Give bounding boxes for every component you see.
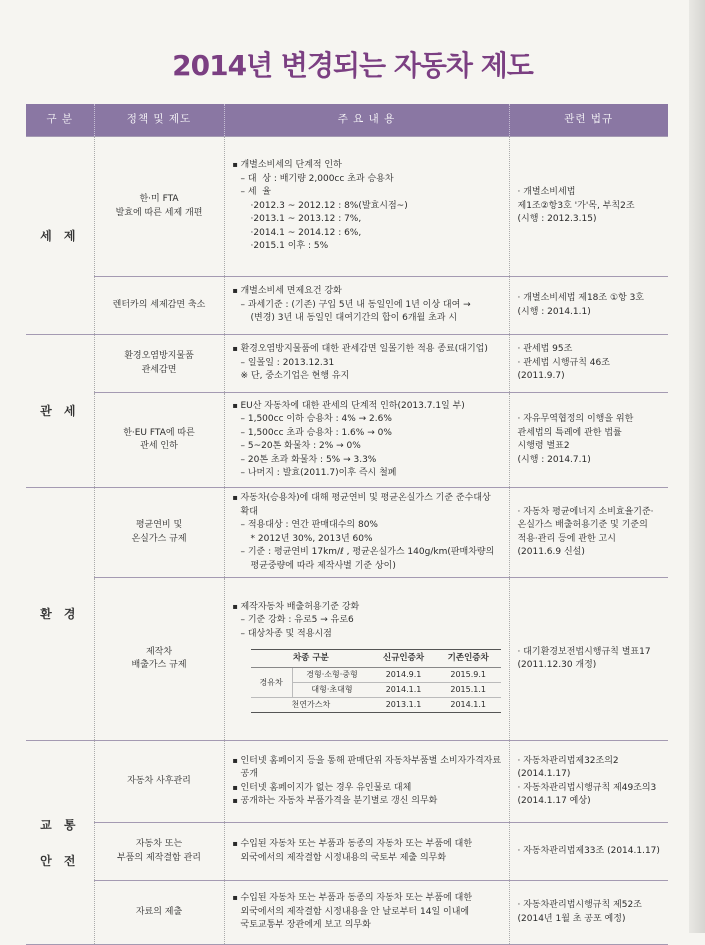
- law-line: 온실가스 배출허용기준 및 기준의: [517, 520, 648, 530]
- policy-line: 온실가스 규제: [131, 533, 187, 544]
- policy-cell: [94, 488, 224, 578]
- law-line: · 대기환경보전법시행규칙 별표17: [517, 646, 651, 657]
- policy-line: 부품의 제작결함 관리: [117, 852, 201, 863]
- content-line: ▪ 자동차(승용차)에 대해 평균연비 및 평균온실가스 기준 준수대상: [233, 492, 503, 506]
- category-label: 세 제: [40, 228, 80, 243]
- policy-line: 환경오염방지물품: [124, 351, 194, 361]
- content-line: ▪ 수입된 자동차 또는 부품과 동종의 자동차 또는 부품에 대한: [233, 838, 503, 852]
- content-line: ·2014.1 ~ 2014.12 : 6%,: [250, 227, 362, 238]
- header-category: 구 분: [26, 104, 94, 137]
- law-line: 제1조②항3호 '가'목, 부칙2조: [517, 200, 635, 211]
- content-line: ▪ 인터넷 홈페이지 등을 통해 판매단위 자동차부품별 소비자가격자료: [233, 755, 503, 769]
- law-line: · 자동차 평균에너지 소비효율기준·: [517, 506, 654, 517]
- header-law: 관련 법규: [509, 104, 668, 137]
- content-line: ▪ 제작자동차 배출허용기준 강화: [233, 601, 503, 615]
- content-line: ▪ 인터넷 홈페이지가 없는 경우 유인물로 대체: [233, 782, 503, 796]
- content-cell: [224, 578, 509, 741]
- table-row: [26, 578, 668, 741]
- table-row: [26, 335, 668, 393]
- content-line: ※ 단, 중소기업은 현행 유지: [240, 371, 350, 382]
- header-row: [26, 104, 668, 137]
- law-cell: [509, 277, 668, 335]
- category-cell: [26, 137, 94, 335]
- content-cell: [224, 741, 509, 823]
- law-cell: [509, 881, 668, 945]
- content-line: (변경) 3년 내 동일인 대여기간의 합이 6개월 초과 시: [250, 313, 458, 324]
- law-line: (시행 : 2012.3.15): [517, 214, 597, 225]
- law-line: (시행 : 2014.1.1): [517, 306, 591, 317]
- header-content: 주 요 내 용: [224, 104, 509, 137]
- content-line: – 5~20톤 화물차 : 2% → 0%: [240, 441, 361, 451]
- policy-line: 관세 인하: [140, 441, 178, 451]
- inner-cell: 2014.1.1: [436, 698, 501, 713]
- content-line: – 대상차종 및 적용시점: [240, 628, 332, 639]
- content-line: 확대: [240, 506, 258, 517]
- law-line: (2014.1.17 예상): [517, 796, 591, 806]
- content-line: 평균중량에 따라 제작사별 기준 상이): [250, 560, 396, 571]
- law-cell: [509, 578, 668, 741]
- law-cell: [509, 335, 668, 393]
- table-row: [26, 741, 668, 823]
- page-title: 2014년 변경되는 자동차 제도: [172, 49, 533, 82]
- category-label: 환 경: [40, 607, 80, 621]
- law-line: (2011.12.30 개정): [517, 660, 597, 670]
- law-line: 관세법의 특례에 관한 법률: [517, 427, 622, 438]
- law-line: 적용·관리 등에 관한 고시: [517, 533, 616, 544]
- inner-cell: 2015.1.1: [436, 683, 501, 698]
- inner-cell: 천연가스차: [251, 698, 372, 713]
- inner-header: 기존인증차: [436, 650, 501, 668]
- table-row: [26, 393, 668, 488]
- content-cell: [224, 137, 509, 277]
- inner-header: 신규인증차: [371, 650, 436, 668]
- policy-line: 자료의 제출: [135, 906, 183, 917]
- content-line: – 20톤 초과 화물차 : 5% → 3.3%: [240, 454, 377, 465]
- content-cell: [224, 335, 509, 393]
- policy-line: 한·EU FTA에 따른: [123, 427, 195, 438]
- inner-cell: 2013.1.1: [371, 698, 436, 713]
- category-label: 관 세: [40, 404, 80, 418]
- regulation-table: [26, 104, 668, 945]
- law-line: · 개별소비세법 제18조 ①항 3호: [517, 293, 644, 303]
- content-line: ▪ EU산 자동차에 대한 관세의 단계적 인하(2013.7.1일 부): [233, 400, 503, 414]
- content-line: – 과세기준 : (기존) 구입 5년 내 동일인에 1년 이상 대여 →: [240, 299, 471, 310]
- content-line: – 적용대상 : 연간 판매대수의 80%: [240, 520, 378, 530]
- content-line: – 1,500cc 이하 승용차 : 4% → 2.6%: [240, 414, 392, 424]
- law-line: · 관세법 95조: [517, 344, 573, 355]
- law-line: (시행 : 2014.7.1): [517, 454, 591, 465]
- content-line: 공개: [240, 769, 258, 779]
- content-line: ▪ 개별소비세의 단계적 인하: [233, 159, 503, 173]
- content-line: – 일몰일 : 2013.12.31: [240, 357, 335, 368]
- category-label: 교 통 안 전: [40, 817, 80, 868]
- law-line: · 자동차관리법제32조의2: [517, 755, 619, 766]
- law-cell: [509, 393, 668, 488]
- policy-cell: [94, 823, 224, 881]
- table-row: [26, 137, 668, 277]
- category-cell: [26, 741, 94, 945]
- law-cell: [509, 488, 668, 578]
- policy-line: 관세감면: [141, 364, 177, 375]
- content-line: ·2012.3 ~ 2012.12 : 8%(발효시점~): [250, 200, 408, 211]
- law-line: · 자동차관리법제33조 (2014.1.17): [517, 845, 660, 856]
- law-line: (2011.9.7): [517, 371, 565, 382]
- inner-header: 차종 구분: [251, 650, 372, 668]
- content-cell: [224, 393, 509, 488]
- category-cell: [26, 488, 94, 741]
- policy-line: 제작차: [145, 646, 173, 657]
- law-cell: [509, 823, 668, 881]
- law-cell: [509, 741, 668, 823]
- policy-cell: [94, 393, 224, 488]
- law-line: (2014.1.17): [517, 769, 571, 779]
- content-cell: [224, 823, 509, 881]
- policy-line: 자동차 사후관리: [127, 775, 191, 786]
- content-line: 외국에서의 제작결함 시정내용의 국토부 제출 의무화: [240, 852, 447, 863]
- content-cell: [224, 277, 509, 335]
- content-line: – 기준 : 평균연비 17km/ℓ , 평균온실가스 140g/km(판매차량의: [240, 547, 495, 557]
- content-line: ·2013.1 ~ 2013.12 : 7%,: [250, 214, 362, 225]
- content-line: – 대 상 : 배기량 2,000cc 초과 승용차: [240, 173, 394, 184]
- law-line: · 관세법 시행규칙 46조: [517, 357, 610, 368]
- content-cell: [224, 881, 509, 945]
- law-cell: [509, 137, 668, 277]
- inner-cell: 2014.1.1: [371, 683, 436, 698]
- emission-standards-table: [251, 649, 501, 713]
- law-line: (2011.6.9 신설): [517, 547, 585, 557]
- table-row: [26, 277, 668, 335]
- header-policy: 정책 및 제도: [94, 104, 224, 137]
- category-cell: [26, 335, 94, 488]
- policy-cell: [94, 335, 224, 393]
- content-line: ·2015.1 이후 : 5%: [250, 241, 329, 252]
- policy-line: 한·미 FTA: [139, 194, 179, 204]
- content-line: ▪ 환경오염방지물품에 대한 관세감면 일몰기한 적용 종료(대기업): [233, 343, 503, 357]
- content-line: – 나머지 : 발효(2011.7)이후 즉시 철폐: [240, 468, 397, 478]
- content-line: ▪ 공개하는 자동차 부품가격을 분기별로 갱신 의무화: [233, 795, 503, 809]
- inner-cell: 경형·소형·중형: [292, 668, 371, 683]
- law-line: · 개별소비세법: [517, 187, 576, 198]
- inner-cell: 대형·초대형: [292, 683, 371, 698]
- page-edge: [689, 0, 705, 933]
- policy-cell: [94, 881, 224, 945]
- policy-cell: [94, 578, 224, 741]
- policy-line: 배출가스 규제: [131, 660, 187, 670]
- table-row: [26, 881, 668, 945]
- policy-line: 평균연비 및: [135, 520, 183, 530]
- content-line: – 1,500cc 초과 승용차 : 1.6% → 0%: [240, 427, 392, 438]
- law-line: (2014년 1월 초 공포 예정): [517, 913, 626, 924]
- inner-cell: 2015.9.1: [436, 668, 501, 683]
- policy-line: 발효에 따른 세제 개편: [115, 207, 203, 218]
- policy-line: 렌터카의 세제감면 축소: [112, 299, 206, 310]
- content-line: – 기준 강화 : 유로5 → 유로6: [240, 615, 354, 626]
- law-line: · 자동차관리법시행규칙 제52조: [517, 900, 642, 910]
- table-row: [26, 488, 668, 578]
- policy-line: 자동차 또는: [135, 839, 183, 849]
- policy-cell: [94, 741, 224, 823]
- table-row: [26, 823, 668, 881]
- policy-cell: [94, 137, 224, 277]
- content-line: ▪ 개별소비세 면제요건 강화: [233, 285, 503, 299]
- content-cell: [224, 488, 509, 578]
- law-line: · 자동차관리법시행규칙 제49조의3: [517, 782, 657, 793]
- law-line: 시행령 별표2: [517, 441, 570, 451]
- inner-group-cell: 경유차: [251, 668, 293, 698]
- content-line: ▪ 수입된 자동차 또는 부품과 동종의 자동차 또는 부품에 대한: [233, 892, 503, 906]
- policy-cell: [94, 277, 224, 335]
- content-line: – 세 율: [240, 187, 271, 198]
- content-line: * 2012년 30%, 2013년 60%: [250, 533, 373, 544]
- content-line: 국토교통부 장관에게 보고 의무화: [240, 920, 371, 931]
- law-line: · 자유무역협정의 이행을 위한: [517, 414, 634, 424]
- content-line: 외국에서의 제작결함 시정내용을 안 날로부터 14일 이내에: [240, 906, 470, 917]
- inner-cell: 2014.9.1: [371, 668, 436, 683]
